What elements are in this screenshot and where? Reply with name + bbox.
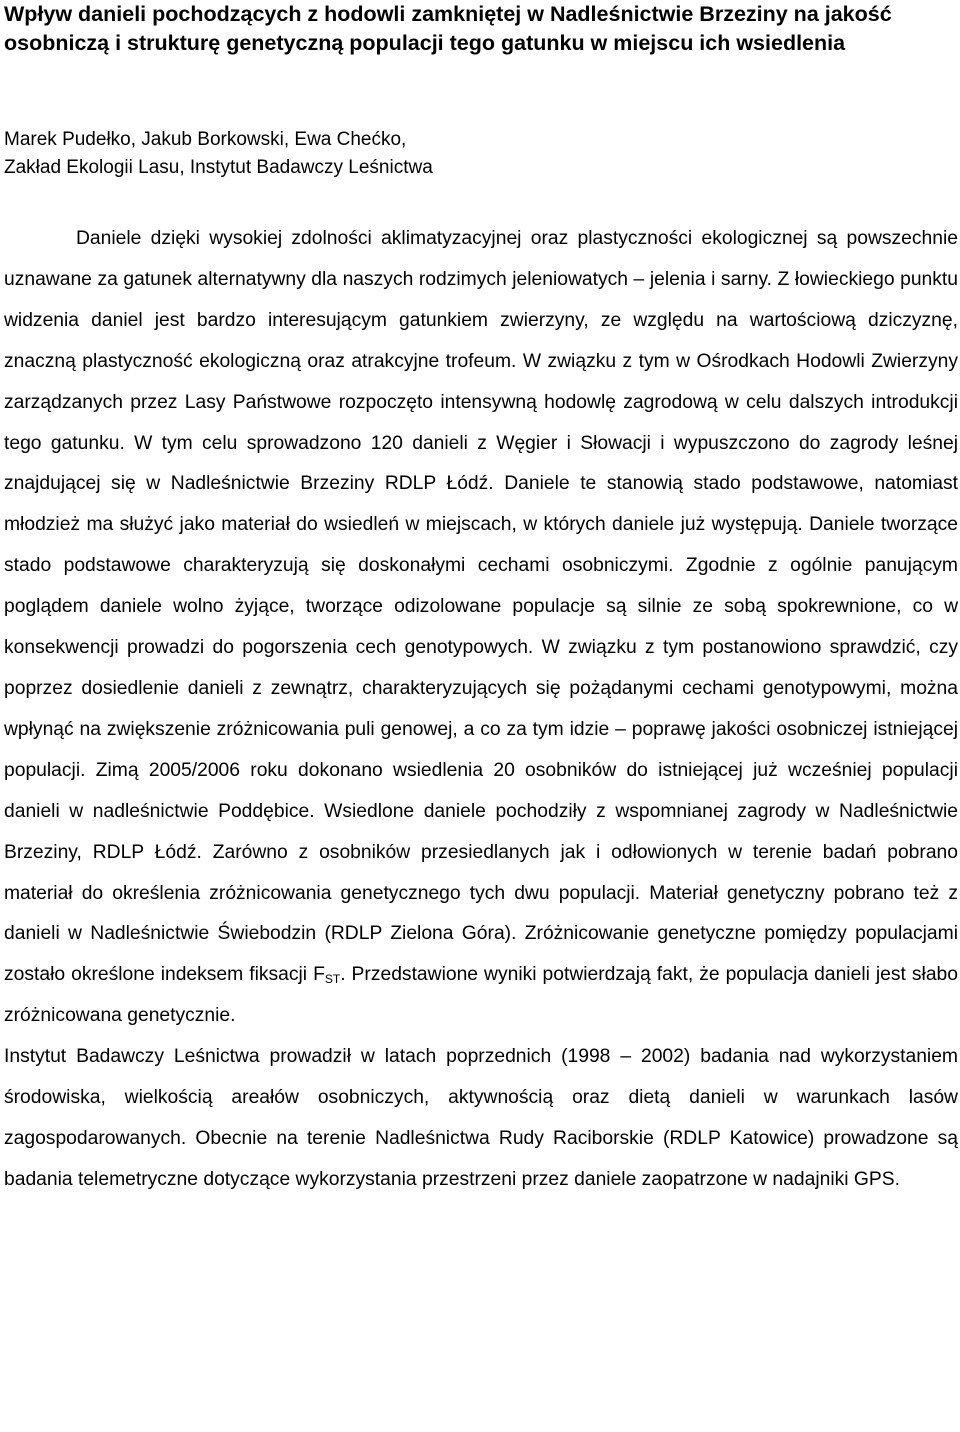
fst-subscript: ST (324, 972, 341, 987)
author-affiliation: Zakład Ekologii Lasu, Instytut Badawczy Leśnictwa (4, 157, 433, 178)
author-names: Marek Pudełko, Jakub Borkowski, Ewa Chećko, (4, 129, 407, 150)
document-page (4, 0, 958, 1201)
body-paragraph: Instytut Badawczy Leśnictwa prowadził w latach poprzednich (1998 – 2002) badania nad wykorzystaniem środowiska, wielkością areałów osobniczych, aktywnością oraz dietą danieli w warunkach lasów zagospodarowanych. Obecnie na terenie Nadleśnictwa Rudy Raciborskie (RDLP Katowice) prowadzone są badania telemetryczne dotyczące wykorzystania przestrzeni przez daniele zaopatrzone w nadajniki GPS. (4, 1046, 958, 1190)
author-block (4, 126, 958, 182)
abstract-paragraph (4, 219, 958, 1037)
paragraph-text-end: . Przedstawione wyniki potwierdzają fakt, że populacja danieli jest słabo zróżnicowana genetycznie. (4, 964, 958, 1027)
paragraph-text: Daniele dzięki wysokiej zdolności aklimatyzacyjnej oraz plastyczności ekologicznej są powszechnie uznawane za gatunek alternatywny dla naszych rodzimych jeleniowatych – jelenia i sarny. Z łowieckiego punktu widzenia daniel jest bardzo interesującym gatunkiem zwierzyny, ze względu na wartościową dziczyznę, znaczną plastyczność ekologiczną oraz atrakcyjne trofeum. W związku z tym w Ośrodkach Hodowli Zwierzyny zarządzanych przez Lasy Państwowe rozpoczęto intensywną hodowlę zagrodową w celu dalszych introdukcji tego gatunku. W tym celu sprowadzono 120 danieli z Węgier i Słowacji i wypuszczono do zagrody leśnej znajdującej się w Nadleśnictwie Brzeziny RDLP Łódź. Daniele te stanowią stado podstawowe, natomiast młodzież ma służyć jako materiał do wsiedleń w miejscach, w których daniele już występują. Daniele tworzące stado podstawowe charakteryzują się doskonałymi cechami osobniczymi. Zgodnie z ogólnie panującym poglądem daniele wolno żyjące, tworzące odizolowane populacje są silnie ze sobą spokrewnione, co w konsekwencji prowadzi do pogorszenia cech genotypowych. W związku z tym postanowiono sprawdzić, czy poprzez dosiedlenie danieli z zewnątrz, charakteryzujących się pożądanymi cechami genotypowymi, można wpłynąć na zwiększenie zróżnicowania puli genowej, a co za tym idzie – poprawę jakości osobniczej istniejącej populacji. Zimą 2005/2006 roku dokonano wsiedlenia 20 osobników do istniejącej już wcześniej populacji danieli w nadleśnictwie Poddębice. Wsiedlone daniele pochodziły z wspomnianej zagrody w Nadleśnictwie Brzeziny, RDLP Łódź. Zarówno z osobników przesiedlanych jak i odłowionych w terenie badań pobrano materiał do określenia zróżnicowania genetycznego tych dwu populacji. Materiał genetyczny pobrano też z danieli w Nadleśnictwie Świebodzin (RDLP Zielona Góra). Zróżnicowanie genetyczne pomiędzy populacjami zostało określone indeksem fiksacji F (4, 228, 958, 986)
document-title: Wpływ danieli pochodzących z hodowli zamkniętej w Nadleśnictwie Brzeziny na jakość osobniczą i strukturę genetyczną populacji tego gatunku w miejscu ich wsiedlenia (4, 2, 892, 55)
